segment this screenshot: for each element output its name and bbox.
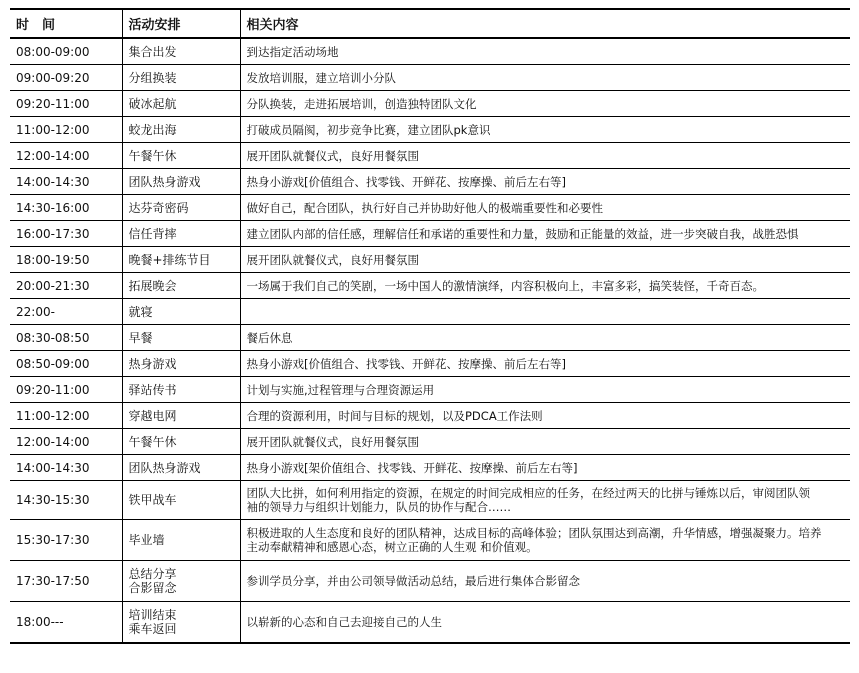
time-cell: 22:00-: [10, 299, 122, 325]
header-time: 时 间: [10, 9, 122, 38]
time-cell: 18:00-19:50: [10, 247, 122, 273]
time-cell: 14:30-15:30: [10, 481, 122, 520]
activity-cell: 驿站传书: [122, 377, 240, 403]
content-text: 团队大比拼，如何利用指定的资源，在规定的时间完成相应的任务，在经过两天的比拼与锤炼以后，审阅团队领 袖的领导力与组织计划能力，队员的协作与配合……: [246, 486, 810, 514]
time-cell: 08:50-09:00: [10, 351, 122, 377]
table-row: [10, 602, 850, 644]
table-row: [10, 520, 850, 561]
activity-cell: 集合出发: [122, 38, 240, 65]
content-cell: 计划与实施,过程管理与合理资源运用: [240, 377, 850, 403]
content-cell: 做好自己，配合团队，执行好自己并协助好他人的极端重要性和必要性: [240, 195, 850, 221]
content-cell: 热身小游戏[架价值组合、找零钱、开鲜花、按摩操、前后左右等]: [240, 455, 850, 481]
table-row: [10, 65, 850, 91]
time-cell: 08:30-08:50: [10, 325, 122, 351]
time-cell: 12:00-14:00: [10, 143, 122, 169]
table-row: [10, 221, 850, 247]
content-cell: 合理的资源利用，时间与目标的规划，以及PDCA工作法则: [240, 403, 850, 429]
time-cell: 16:00-17:30: [10, 221, 122, 247]
activity-cell: 晚餐+排练节目: [122, 247, 240, 273]
table-row: [10, 195, 850, 221]
content-cell: 打破成员隔阂，初步竞争比赛，建立团队pk意识: [240, 117, 850, 143]
content-cell: 热身小游戏[价值组合、找零钱、开鲜花、按摩操、前后左右等]: [240, 169, 850, 195]
table-row: [10, 351, 850, 377]
content-cell: 展开团队就餐仪式，良好用餐氛围: [240, 143, 850, 169]
activity-cell: 分组换装: [122, 65, 240, 91]
activity-cell: 信任背摔: [122, 221, 240, 247]
time-cell: 17:30-17:50: [10, 561, 122, 602]
content-cell: 以崭新的心态和自己去迎接自己的人生: [240, 602, 850, 644]
header-row: [10, 9, 850, 38]
table-row: [10, 299, 850, 325]
activity-cell: [122, 602, 240, 644]
time-cell: 11:00-12:00: [10, 403, 122, 429]
content-cell: 一场属于我们自己的笑剧，一场中国人的激情演绎，内容积极向上，丰富多彩，搞笑装怪，千奇百态。: [240, 273, 850, 299]
time-cell: 18:00---: [10, 602, 122, 644]
activity-cell: 蛟龙出海: [122, 117, 240, 143]
activity-text: 总结分享 合影留念: [128, 567, 177, 595]
content-cell: 展开团队就餐仪式，良好用餐氛围: [240, 247, 850, 273]
activity-cell: 午餐午休: [122, 429, 240, 455]
activity-cell: 午餐午休: [122, 143, 240, 169]
time-cell: 09:20-11:00: [10, 377, 122, 403]
schedule-table: [10, 8, 850, 644]
table-row: [10, 481, 850, 520]
schedule-body: [10, 38, 850, 643]
activity-cell: [122, 561, 240, 602]
header-activity: 活动安排: [122, 9, 240, 38]
table-row: [10, 143, 850, 169]
table-row: [10, 169, 850, 195]
time-cell: 15:30-17:30: [10, 520, 122, 561]
content-cell: 发放培训服，建立培训小分队: [240, 65, 850, 91]
content-cell: 餐后休息: [240, 325, 850, 351]
content-cell: 展开团队就餐仪式，良好用餐氛围: [240, 429, 850, 455]
activity-cell: 团队热身游戏: [122, 455, 240, 481]
content-cell: [240, 520, 850, 561]
time-cell: 11:00-12:00: [10, 117, 122, 143]
time-cell: 08:00-09:00: [10, 38, 122, 65]
activity-cell: 团队热身游戏: [122, 169, 240, 195]
time-cell: 14:00-14:30: [10, 169, 122, 195]
table-row: [10, 273, 850, 299]
content-cell: 到达指定活动场地: [240, 38, 850, 65]
time-cell: 09:20-11:00: [10, 91, 122, 117]
activity-cell: 达芬奇密码: [122, 195, 240, 221]
content-cell: 分队换装，走进拓展培训，创造独特团队文化: [240, 91, 850, 117]
table-row: [10, 247, 850, 273]
time-cell: 20:00-21:30: [10, 273, 122, 299]
header-content: 相关内容: [240, 9, 850, 38]
activity-cell: 热身游戏: [122, 351, 240, 377]
table-row: [10, 117, 850, 143]
table-row: [10, 429, 850, 455]
content-cell: 参训学员分享，并由公司领导做活动总结，最后进行集体合影留念: [240, 561, 850, 602]
activity-cell: 毕业墙: [122, 520, 240, 561]
time-cell: 09:00-09:20: [10, 65, 122, 91]
content-cell: [240, 481, 850, 520]
table-row: [10, 403, 850, 429]
time-cell: 14:30-16:00: [10, 195, 122, 221]
schedule-table-container: [10, 8, 850, 644]
table-row: [10, 561, 850, 602]
content-text: 积极进取的人生态度和良好的团队精神，达成目标的高峰体验；团队氛围达到高潮，升华情感，增强凝聚力。培养 主动奉献精神和感恩心态，树立正确的人生观 和价值观。: [246, 526, 822, 554]
content-cell: [240, 299, 850, 325]
table-row: [10, 38, 850, 65]
activity-cell: 就寝: [122, 299, 240, 325]
table-row: [10, 455, 850, 481]
time-cell: 12:00-14:00: [10, 429, 122, 455]
table-row: [10, 91, 850, 117]
table-row: [10, 325, 850, 351]
activity-cell: 铁甲战车: [122, 481, 240, 520]
activity-cell: 穿越电网: [122, 403, 240, 429]
content-cell: 建立团队内部的信任感，理解信任和承诺的重要性和力量，鼓励和正能量的效益，进一步突破自我，战胜恐惧: [240, 221, 850, 247]
table-row: [10, 377, 850, 403]
activity-cell: 早餐: [122, 325, 240, 351]
content-cell: 热身小游戏[价值组合、找零钱、开鲜花、按摩操、前后左右等]: [240, 351, 850, 377]
activity-text: 培训结束 乘车返回: [128, 608, 177, 636]
time-cell: 14:00-14:30: [10, 455, 122, 481]
activity-cell: 拓展晚会: [122, 273, 240, 299]
activity-cell: 破冰起航: [122, 91, 240, 117]
